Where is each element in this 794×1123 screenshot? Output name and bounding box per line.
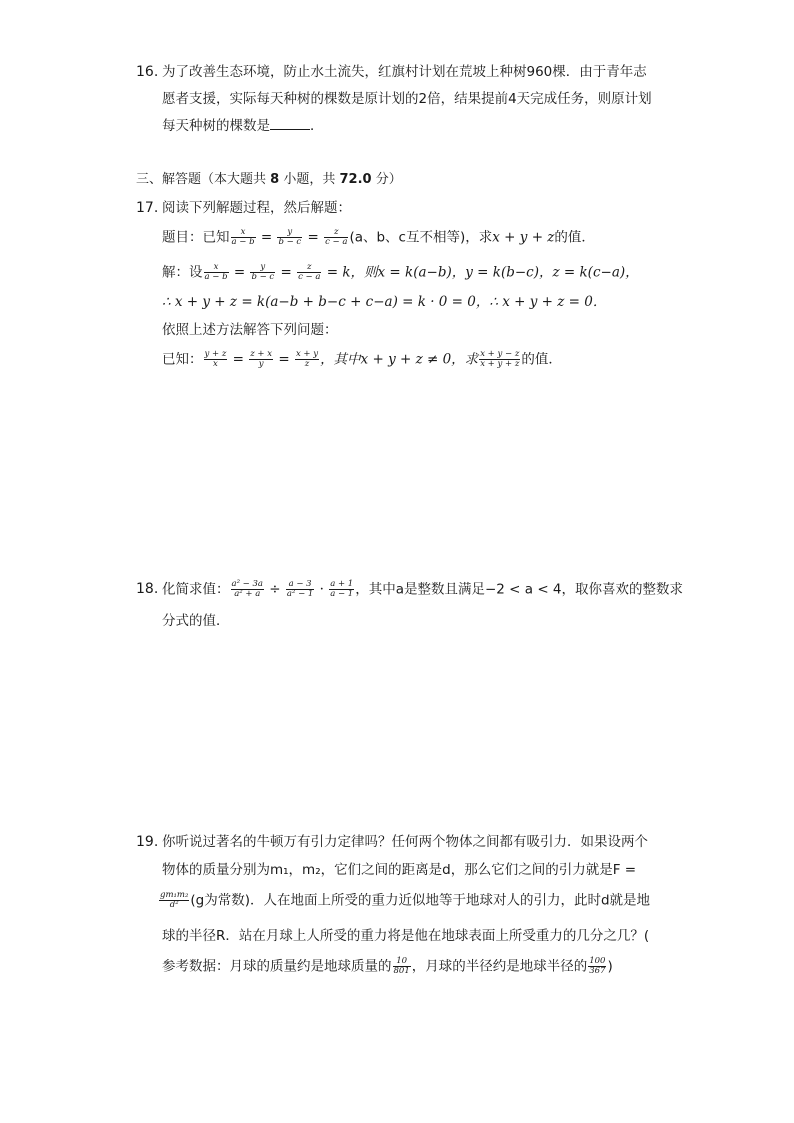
question-18-line2: 分式的值． bbox=[162, 613, 230, 629]
question-19-line2: 物体的质量分别为m₁，m₂，它们之间的距离是d，那么它们之间的引力就是F = bbox=[162, 862, 637, 878]
topic-label: 题目：已知 bbox=[162, 229, 230, 246]
question-18-number: 18. bbox=[136, 581, 159, 597]
fraction-y-over-b-minus-c: $\frac{y}{b - c}$ bbox=[278, 227, 302, 247]
fraction-z-over-c-minus-a: $\frac{z}{c - a}$ bbox=[325, 227, 348, 247]
question-17-intro: 阅读下列解题过程，然后解题： bbox=[162, 200, 351, 216]
fraction-z-over-c-minus-a: $\frac{z}{c - a}$ bbox=[298, 262, 321, 282]
topic-expression: x + y + z bbox=[492, 229, 555, 246]
question-17-number: 17. bbox=[136, 200, 159, 216]
question-16-line3 bbox=[162, 117, 324, 135]
section-3-heading bbox=[136, 171, 402, 189]
fraction-a1-over-a-1: $\frac{a + 1}{a - 1}$ bbox=[330, 579, 354, 599]
topic-end: 的值． bbox=[554, 229, 595, 246]
fraction-x-over-a-minus-b: $\frac{x}{a - b}$ bbox=[231, 227, 255, 247]
question-19-line1: 你听说过著名的牛顿万有引力定律吗？任何两个物体之间都有吸引力．如果设两个 bbox=[162, 834, 648, 850]
fraction-a-3-over-a2-1: $\frac{a - 3}{\text{a² − 1}}$ bbox=[286, 579, 314, 599]
solution-k-expressions: = k，则x = k(a−b)，y = k(b−c)，z = k(c−a)， bbox=[322, 264, 639, 281]
question-16-line2: 愿者支援，实际每天种树的棵数是原计划的2倍，结果提前4天完成任务，则原计划 bbox=[162, 91, 652, 107]
fraction-target: $\frac{x + y - z}{x + y + z}$ bbox=[480, 349, 520, 369]
fraction-gm1m2-over-d2: $\frac{\text{gm₁m₂}}{\text{d²}}$ bbox=[160, 890, 189, 910]
question-16-line1: 为了改善生态环境，防止水土流失，红旗村计划在荒坡上种树960棵．由于青年志 bbox=[162, 64, 647, 80]
q18-condition: ，其中a是整数且满足−2 < a < 4，取你喜欢的整数求 bbox=[355, 581, 684, 598]
section-3-score: 72.0 bbox=[339, 172, 372, 187]
question-17-solution: 解：设 $\frac{x}{a - b}$ = $\frac{y}{b - c}$ = $\frac{z}{c - a}$ = k，则x = k(a−b)，y = k(b−c)，z = k(c−a)， bbox=[162, 262, 639, 282]
q18-label: 化简求值： bbox=[162, 581, 230, 598]
section-3-end: 分） bbox=[375, 172, 402, 187]
q19-ref-radius: ，月球的半径约是地球半径的 bbox=[411, 958, 588, 975]
solution-label: 解：设 bbox=[162, 264, 203, 281]
fraction-a2-3a-over-a2-a: $\frac{\text{a² − 3a}}{\text{a² + a}}$ bbox=[231, 579, 263, 599]
section-3-mid: 小题，共 bbox=[283, 172, 336, 187]
question-16-number: 16. bbox=[136, 64, 159, 80]
fraction-yz-over-x: $\frac{y + z}{x}$ bbox=[204, 349, 227, 369]
question-19-line4: 球的半径R．站在月球上人所受的重力将是他在地球表面上所受重力的几分之几？( bbox=[162, 928, 650, 944]
question-19-line3 bbox=[158, 891, 650, 910]
fraction-x-over-a-minus-b: $\frac{x}{a - b}$ bbox=[204, 262, 228, 282]
question-18-line1: 化简求值： $\frac{\text{a² − 3a}}{\text{a² + a}}$ ÷ $\frac{a - 3}{\text{a² − 1}}$ · $\frac{a + 1}{a - 1}$ ，其中a是整数且满足−2 < a < 4，取你喜欢的整数求 bbox=[162, 579, 684, 599]
section-3-count: 8 bbox=[270, 172, 280, 187]
question-19-number: 19. bbox=[136, 834, 159, 850]
known-label: 已知： bbox=[162, 351, 203, 368]
question-19-line5 bbox=[162, 957, 613, 976]
q19-ref-mass: 参考数据：月球的质量约是地球质量的 bbox=[162, 958, 392, 975]
known-condition: ，其中x + y + z ≠ 0，求 bbox=[320, 351, 479, 368]
question-17-topic: 题目：已知 $\frac{x}{a - b}$ = $\frac{y}{b - c}$ = $\frac{z}{c - a}$ (a、b、c互不相等)，求x + y + z的值． bbox=[162, 227, 595, 247]
section-3-label: 三、解答题（本大题共 bbox=[136, 172, 267, 187]
known-end: 的值． bbox=[521, 351, 562, 368]
fraction-y-over-b-minus-c: $\frac{y}{b - c}$ bbox=[251, 262, 275, 282]
question-17-known: 已知： $\frac{y + z}{x}$ = $\frac{z + x}{y}$ = $\frac{x + y}{z}$ ，其中x + y + z ≠ 0，求 $\frac{x + y - z}{x + y + z}$ 的值． bbox=[162, 349, 562, 369]
question-17-follow: 依照上述方法解答下列问题： bbox=[162, 322, 338, 338]
q19-ref-end: ) bbox=[607, 958, 613, 975]
question-16-line3-end: ． bbox=[310, 118, 324, 134]
fraction-100-over-367: $\frac{100}{367}$ bbox=[589, 956, 606, 976]
q19-line3-text: (g为常数)．人在地面上所受的重力近似地等于地球对人的引力，此时d就是地 bbox=[190, 892, 651, 909]
fraction-10-over-801: $\frac{10}{801}$ bbox=[393, 956, 410, 976]
question-17-step2: ∴ x + y + z = k(a−b + b−c + c−a) = k · 0 = 0，∴ x + y + z = 0． bbox=[162, 294, 607, 310]
answer-blank bbox=[270, 117, 310, 130]
topic-condition: (a、b、c互不相等)，求 bbox=[349, 229, 493, 246]
fraction-zx-over-y: $\frac{z + x}{y}$ bbox=[250, 349, 273, 369]
question-16-line3-text: 每天种树的棵数是 bbox=[162, 118, 270, 134]
fraction-xy-over-z: $\frac{x + y}{z}$ bbox=[295, 349, 319, 369]
